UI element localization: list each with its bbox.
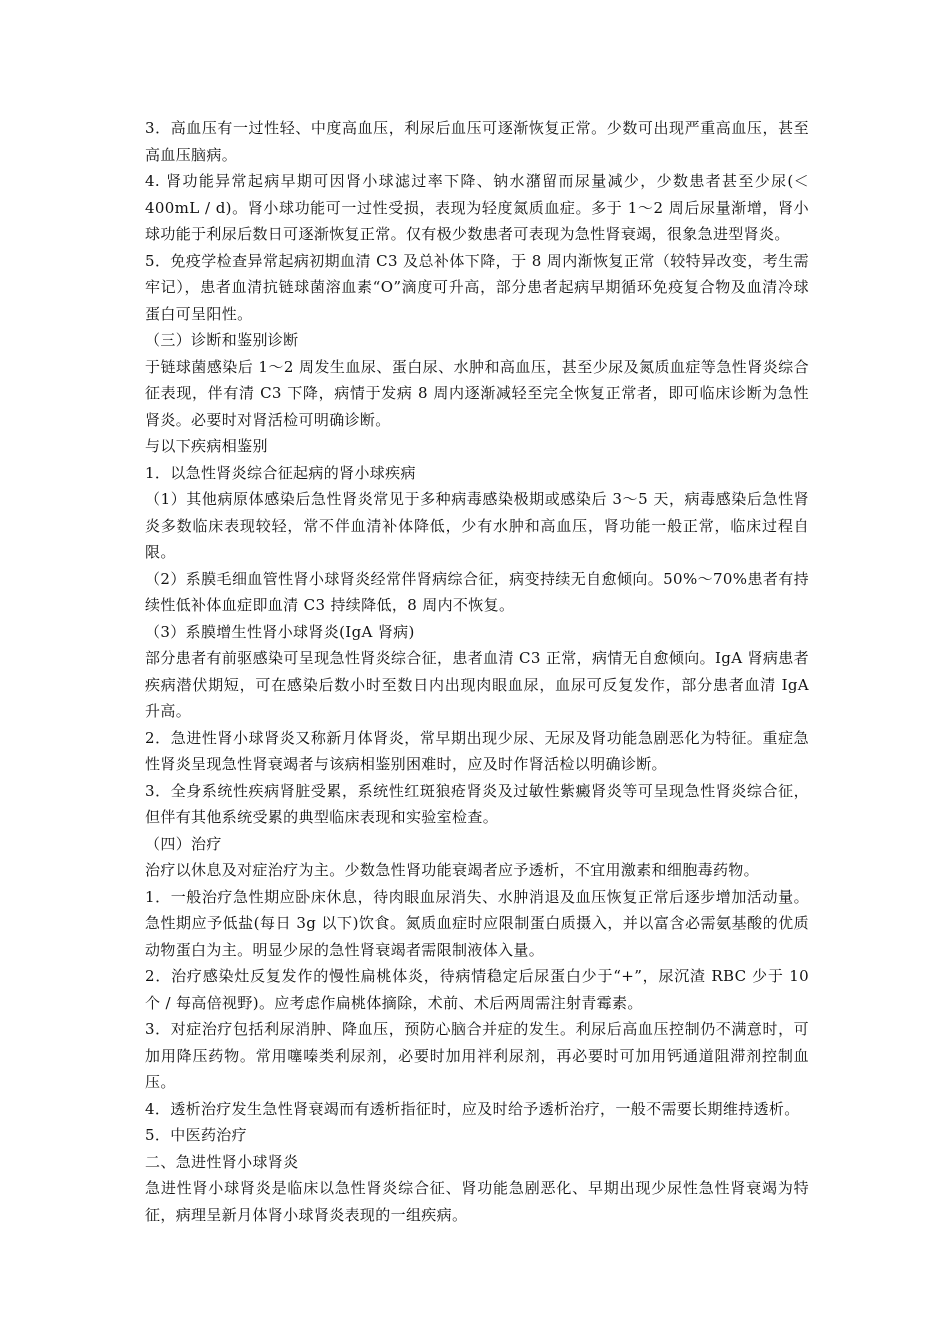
heading-rpgn: 二、急进性肾小球肾炎 [145,1152,299,1171]
subitem-differential-1-2: （2）系膜毛细血管性肾小球肾炎经常伴肾病综合征，病变持续无自愈倾向。50%～70%患者有持续性低补体血症即血清 C3 持续降低，8 周内不恢复。 [145,569,809,614]
item-treatment-1: 1．一般治疗急性期应卧床休息，待肉眼血尿消失、水肿消退及血压恢复正常后逐步增加活动量。急性期应予低盐(每日 3g 以下)饮食。氮质血症时应限制蛋白质摄入，并以富含必需氨基酸的优质动物蛋白为主。明显少尿的急性肾衰竭者需限制液体入量。 [145,887,809,959]
paragraph-iga: 部分患者有前驱感染可呈现急性肾炎综合征，患者血清 C3 正常，病情无自愈倾向。IgA 肾病患者疾病潜伏期短，可在感染后数小时至数日内出现肉眼血尿，血尿可反复发作，部分患者血清 IgA 升高。 [145,649,809,720]
paragraph-diagnosis: 于链球菌感染后 1～2 周发生血尿、蛋白尿、水肿和高血压，甚至少尿及氮质血症等急性肾炎综合征表现，伴有清 C3 下降，病情于发病 8 周内逐渐减轻至完全恢复正常者，即可临床诊断为急性肾炎。必要时对肾活检可明确诊断。 [145,357,809,429]
paragraph-hypertension: 3．高血压有一过性轻、中度高血压，利尿后血压可逐渐恢复正常。少数可出现严重高血压，甚至高血压脑病。 [145,119,809,164]
paragraph-immunology: 5．免疫学检查异常起病初期血清 C3 及总补体下降，于 8 周内渐恢复正常（较特异改变，考生需牢记），患者血清抗链球菌溶血素“O”滴度可升高，部分患者起病早期循环免疫复合物及血清冷球蛋白可呈阳性。 [145,251,809,323]
subitem-differential-1-1: （1）其他病原体感染后急性肾炎常见于多种病毒感染极期或感染后 3～5 天，病毒感染后急性肾炎多数临床表现较轻，常不伴血清补体降低，少有水肿和高血压，肾功能一般正常，临床过程自限。 [145,490,809,561]
heading-diagnosis: （三）诊断和鉴别诊断 [145,331,299,349]
item-treatment-5: 5．中医药治疗 [145,1126,247,1144]
item-treatment-3: 3．对症治疗包括利尿消肿、降血压，预防心脑合并症的发生。利尿后高血压控制仍不满意时，可加用降压药物。常用噻嗪类利尿剂，必要时加用袢利尿剂，再必要时可加用钙通道阻滞剂控制血压。 [145,1020,809,1091]
item-differential-1: 1．以急性肾炎综合征起病的肾小球疾病 [145,463,416,482]
document-body [145,115,809,1228]
paragraph-treatment-intro: 治疗以休息及对症治疗为主。少数急性肾功能衰竭者应予透析，不宜用激素和细胞毒药物。 [145,861,760,879]
item-differential-3: 3．全身系统性疾病肾脏受累，系统性红斑狼疮肾炎及过敏性紫癜肾炎等可呈现急性肾炎综合征，但伴有其他系统受累的典型临床表现和实验室检查。 [145,781,809,826]
heading-differential: 与以下疾病相鉴别 [145,437,268,455]
heading-treatment: （四）治疗 [145,834,222,853]
item-differential-2: 2．急进性肾小球肾炎又称新月体肾炎，常早期出现少尿、无尿及肾功能急剧恶化为特征。重症急性肾炎呈现急性肾衰竭者与该病相鉴别困难时，应及时作肾活检以明确诊断。 [145,728,809,773]
item-treatment-2: 2．治疗感染灶反复发作的慢性扁桃体炎，待病情稳定后尿蛋白少于“+”，尿沉渣 RBC 少于 10 个 / 每高倍视野)。应考虑作扁桃体摘除，术前、术后两周需注射青霉素。 [145,967,809,1012]
subitem-differential-1-3: （3）系膜增生性肾小球肾炎(IgA 肾病) [145,622,415,641]
paragraph-rpgn: 急进性肾小球肾炎是临床以急性肾炎综合征、肾功能急剧恶化、早期出现少尿性急性肾衰竭为特征，病理呈新月体肾小球肾炎表现的一组疾病。 [145,1179,809,1224]
item-treatment-4: 4．透析治疗发生急性肾衰竭而有透析指征时，应及时给予透析治疗，一般不需要长期维持透析。 [145,1099,800,1118]
paragraph-renal-dysfunction: 4. 肾功能异常起病早期可因肾小球滤过率下降、钠水潴留而尿量减少，少数患者甚至少尿(＜400mL / d)。肾小球功能可一过性受损，表现为轻度氮质血症。多于 1～2 周后尿量渐增，肾小球功能于利尿后数日可逐渐恢复正常。仅有极少数患者可表现为急性肾衰竭，很象急进型肾炎。 [145,172,809,243]
